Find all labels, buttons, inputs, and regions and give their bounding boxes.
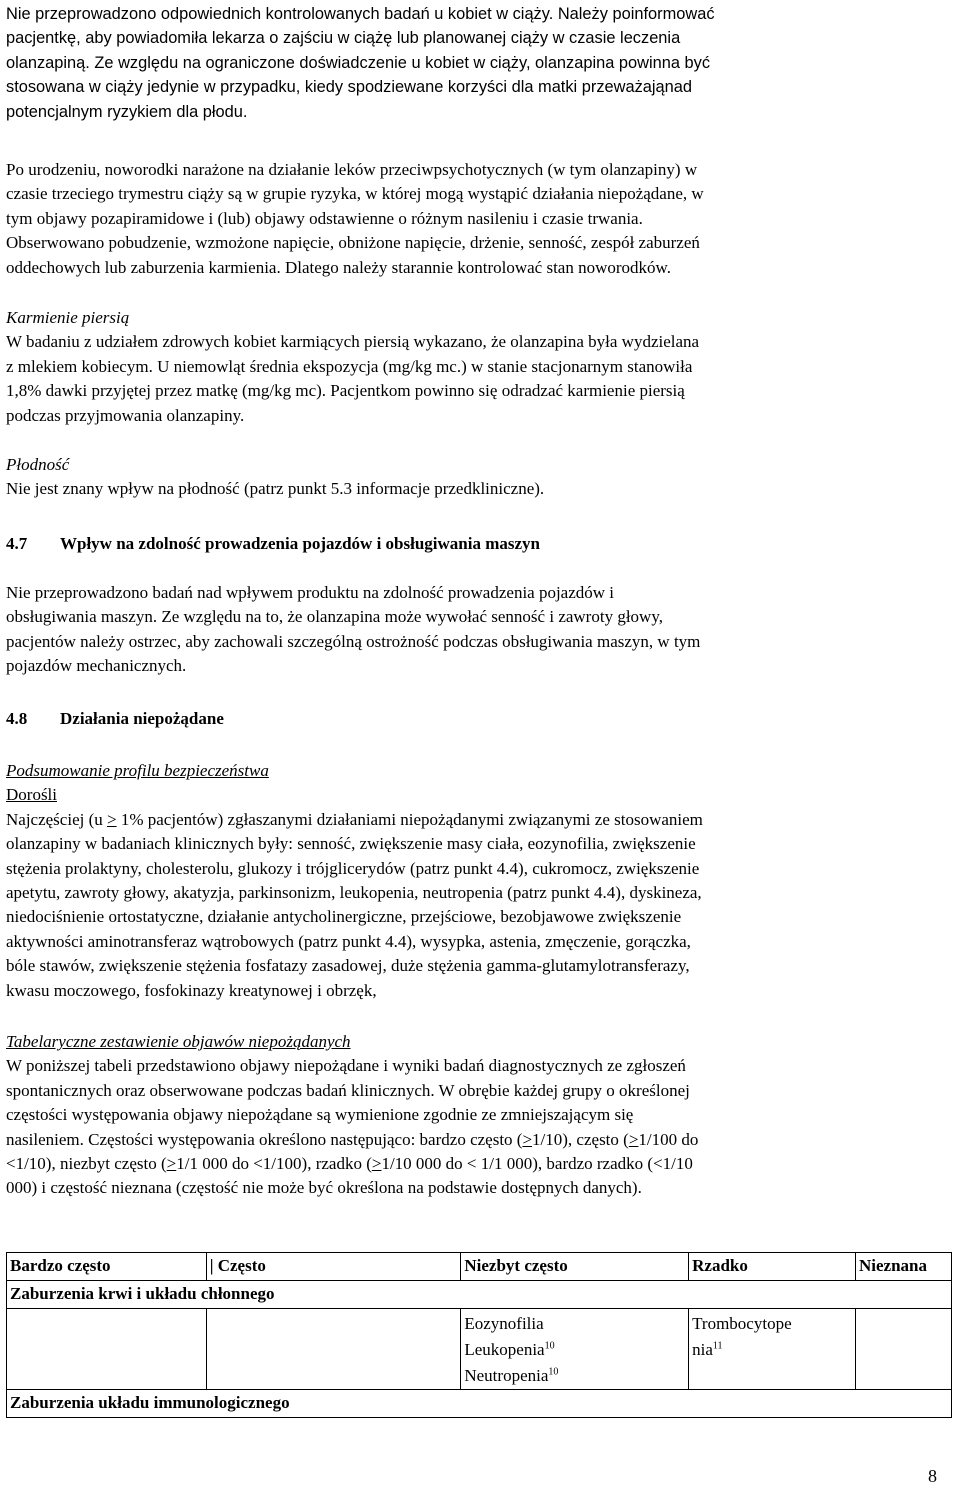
text-line: pacjentów należy ostrzec, aby zachowali szczególną ostrożność podczas obsługiwania maszyn, w tym: [6, 631, 701, 651]
text-line: Po urodzeniu, noworodki narażone na działanie leków przeciwpsychotycznych (w tym olanzapiny) w: [6, 160, 698, 179]
header-unknown: Nieznana: [856, 1253, 952, 1281]
text-line: Nie przeprowadzono odpowiednich kontrolowanych badań u kobiet w ciąży. Należy poinformować: [6, 5, 715, 23]
item-neutropenia: [464, 1363, 685, 1389]
text-line: [6, 808, 703, 832]
cell-common: [206, 1309, 461, 1390]
paragraph-driving: [6, 581, 700, 679]
footnote-ref: 11: [712, 1340, 723, 1352]
text-span: Najczęściej (u: [6, 809, 107, 829]
section-title: Działania niepożądane: [60, 709, 224, 728]
paragraph-adverse-summary: [6, 759, 703, 1003]
ge-symbol: >: [371, 1154, 382, 1174]
ge-symbol: >: [166, 1154, 177, 1174]
text-span: nasileniem. Częstości występowania określono następująco: bardzo często (: [6, 1129, 523, 1149]
text-line: spontanicznych oraz obserwowane podczas badań klinicznych. W obrębie każdej grupy o określonej: [6, 1080, 690, 1100]
section-number: 4.7: [6, 534, 28, 553]
table-row: [7, 1309, 952, 1390]
text-span: 1/100 do: [638, 1129, 699, 1149]
item-text: Neutropenia: [464, 1366, 549, 1385]
section-title: Wpływ na zdolność prowadzenia pojazdów i obsługiwania maszyn: [60, 534, 541, 553]
text-line: 1,8% dawki przyjętej przez matkę (mg/kg mc). Pacjentkom powinno się odradzać karmienie piersią: [6, 381, 685, 401]
text-span: 1/10 000 do < 1/1 000), bardzo rzadko (<1/10: [381, 1154, 693, 1174]
item-eosinophilia: [464, 1311, 685, 1337]
group-immune-system: Zaburzenia układu immunologicznego: [7, 1390, 952, 1418]
text-line: W poniższej tabeli przedstawiono objawy niepożądane i wyniki badań diagnostycznych ze zgłoszeń: [6, 1056, 686, 1076]
item-leukopenia: [464, 1337, 685, 1363]
subheading-breastfeeding: Karmienie piersią: [6, 308, 130, 327]
footnote-ref: 10: [548, 1366, 559, 1378]
text-line: niedociśnienie ortostatyczne, działanie antycholinergiczne, przejściowe, bezobjawowe zwiększenie: [6, 907, 682, 927]
text-line: częstości występowania objawy niepożądane są wymienione zgodnie ze zmniejszającym się: [6, 1105, 634, 1125]
text-span: 1/10), często (: [532, 1129, 629, 1149]
text-line: stężenia prolaktyny, cholesterolu, glukozy i trójglicerydów (patrz punkt 4.4), cukromocz, zwiększenie: [6, 858, 700, 878]
text-line: kwasu moczowego, fosfokinazy kreatynowej i obrzęk,: [6, 980, 377, 1000]
adverse-events-table: [6, 1252, 952, 1418]
text-line: Nie przeprowadzono badań nad wpływem produktu na zdolność prowadzenia pojazdów i: [6, 583, 615, 602]
header-very-common: Bardzo często: [7, 1253, 207, 1281]
page-number: 8: [928, 1466, 937, 1486]
ge-symbol: >: [107, 809, 117, 829]
text-line: olanzapiną. Ze względu na ograniczone doświadczenie u kobiet w ciąży, olanzapina powinna być: [6, 53, 711, 72]
group-blood-lymphatic: Zaburzenia krwi i układu chłonnego: [7, 1281, 952, 1309]
paragraph-tabular: [6, 1030, 698, 1201]
text-line: W badaniu z udziałem zdrowych kobiet karmiących piersią wykazano, że olanzapina była wydzielana: [6, 332, 700, 352]
text-span: <1/10), niezbyt często (: [6, 1154, 167, 1174]
text-span: 1% pacjentów) zgłaszanymi działaniami niepożądanymi związanymi ze stosowaniem: [116, 809, 703, 829]
header-uncommon: Niezbyt często: [461, 1253, 689, 1281]
text-line: potencjalnym ryzykiem dla płodu.: [6, 102, 248, 121]
table-group-row: [7, 1390, 952, 1418]
text-line: z mlekiem kobiecym. U niemowląt średnia ekspozycja (mg/kg mc.) w stanie stacjonarnym stanowiła: [6, 356, 693, 376]
text-line: Nie jest znany wpływ na płodność (patrz punkt 5.3 informacje przedkliniczne).: [6, 479, 545, 499]
text-line: Obserwowano pobudzenie, wzmożone napięcie, obniżone napięcie, drżenie, senność, zespół zaburzeń: [6, 233, 700, 253]
text-line: pacjentkę, aby powiadomiła lekarza o zajściu w ciążę lub planowanej ciąży w czasie leczenia: [6, 29, 681, 48]
text-line: [6, 1128, 698, 1152]
text-line: apetytu, zawroty głowy, akatyzja, parkinsonizm, leukopenia, neutropenia (patrz punkt 4.4), dyskineza,: [6, 883, 702, 903]
section-number: 4.8: [6, 709, 28, 728]
cell-uncommon: [461, 1309, 689, 1390]
item-thrombocytopenia-2: [692, 1337, 852, 1363]
text-span: 1/1 000 do <1/100), rzadko (: [176, 1154, 372, 1174]
text-line: pojazdów mechanicznych.: [6, 656, 187, 676]
item-text: Eozynofilia: [464, 1314, 544, 1333]
paragraph-fertility: [6, 453, 544, 502]
table-header-row: [7, 1253, 952, 1281]
subheading-adults: Dorośli: [6, 785, 57, 805]
text-line: [6, 1152, 698, 1176]
ge-symbol: >: [522, 1129, 533, 1149]
header-rare: Rzadko: [689, 1253, 856, 1281]
paragraph-pregnancy: [6, 2, 715, 124]
cell-unknown: [856, 1309, 952, 1390]
text-line: podczas przyjmowania olanzapiny.: [6, 405, 245, 425]
text-line: oddechowych lub zaburzenia karmienia. Dlatego należy starannie kontrolować stan noworodków.: [6, 257, 671, 277]
text-line: 000) i częstość nieznana (częstość nie może być określona na podstawie dostępnych danych).: [6, 1178, 642, 1198]
subheading-tabular: Tabelaryczne zestawienie objawów niepożądanych: [6, 1032, 351, 1051]
text-line: tym objawy pozapiramidowe i (lub) objawy odstawienne o różnym nasileniu i czasie trwania.: [6, 208, 643, 228]
paragraph-newborns: [6, 158, 704, 280]
text-line: olanzapiny w badaniach klinicznych były: senność, zwiększenie masy ciała, eozynofilia, zwiększenie: [6, 834, 696, 854]
text-line: czasie trzeciego trymestru ciąży są w grupie ryzyka, w której mogą wystąpić działania niepożądane, w: [6, 184, 704, 204]
header-common: | Często: [206, 1253, 461, 1281]
cell-rare: [689, 1309, 856, 1390]
subheading-safety-profile: Podsumowanie profilu bezpieczeństwa: [6, 761, 269, 780]
paragraph-breastfeeding: [6, 306, 699, 428]
text-line: stosowana w ciąży jedynie w przypadku, kiedy spodziewane korzyści dla matki przeważająnad: [6, 78, 693, 97]
subheading-fertility: Płodność: [6, 455, 70, 474]
text-line: aktywności aminotransferaz wątrobowych (patrz punkt 4.4), wysypka, astenia, zmęczenie, gorączka,: [6, 931, 691, 951]
item-text: nia: [692, 1340, 713, 1359]
table-group-row: [7, 1281, 952, 1309]
cell-very-common: [7, 1309, 207, 1390]
text-line: obsługiwania maszyn. Ze względu na to, że olanzapina może wywołać senność i zawroty głowy,: [6, 607, 663, 627]
item-thrombocytopenia-1: Trombocytope: [692, 1314, 792, 1333]
section-heading-4-8: [6, 707, 224, 731]
ge-symbol: >: [628, 1129, 639, 1149]
footnote-ref: 10: [544, 1340, 555, 1352]
item-text: Leukopenia: [464, 1340, 545, 1359]
text-line: bóle stawów, zwiększenie stężenia fosfatazy zasadowej, duże stężenia gamma-glutamylotransferazy,: [6, 956, 690, 976]
section-heading-4-7: [6, 532, 540, 556]
